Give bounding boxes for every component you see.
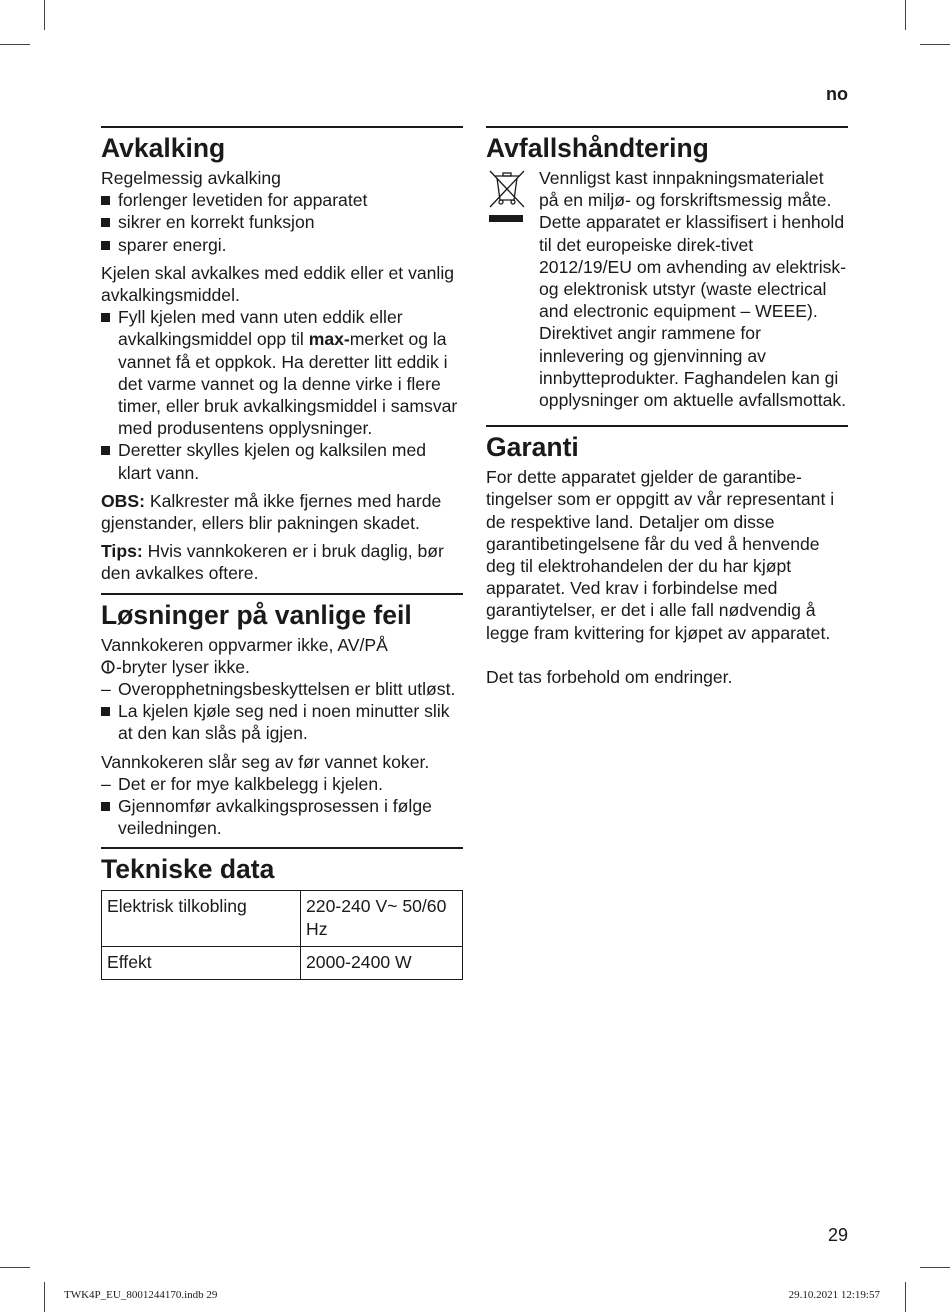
section-avfall — [486, 126, 848, 417]
section-title-avfall: Avfallshåndtering — [486, 133, 709, 163]
list-item: sikrer en korrekt funksjon — [101, 211, 463, 233]
tips-label: Tips: — [101, 541, 143, 562]
table-cell-key: Effekt — [102, 946, 301, 979]
crop-mark — [905, 1282, 906, 1312]
paragraph: Kjelen skal avkalkes med eddik eller et vanlig avkalkingsmiddel. — [101, 262, 455, 306]
disclaimer: Det tas forbehold om endringer. — [486, 666, 733, 687]
solution-list — [101, 678, 463, 745]
problem — [101, 634, 463, 678]
right-column — [486, 126, 848, 696]
left-column — [101, 126, 463, 988]
solution-list — [101, 773, 463, 840]
list-item — [101, 306, 463, 439]
section-title-feil: Løsninger på vanlige feil — [101, 599, 412, 630]
problem-text: -bryter lyser ikke. — [116, 656, 250, 677]
table-row — [102, 891, 463, 946]
paragraph: For dette apparatet gjelder de garantibe-tingelser som er oppgitt av vår representant i de respektive land. Detaljer om disse garantibetingelsene får du ved å henvende deg til elektrohandelen der du har kjøpt apparatet. Ved krav i forbindelse med garantiytelser, er det i alle fall nødvendig å legge fram kvittering for kjøpet av apparatet. — [486, 467, 835, 643]
crop-mark — [905, 0, 906, 30]
list-item: sparer energi. — [101, 234, 463, 256]
weee-text: Vennligst kast innpakningsmaterialet på en miljø- og forskriftsmessig måte. Dette apparatet er klassifisert i henhold til det europeiske direk-tivet 2012/19/EU om avhending av elektrisk- og elektronisk utstyr (waste electrical and electronic equipment – WEEE). Direktivet angir rammene for innlevering og gjenvinning av innbytteprodukter. Faghandelen kan gi opplysninger om aktuelle avfallsmottak. — [539, 168, 847, 411]
crossed-bin-icon — [486, 167, 526, 225]
cause-item: – Det er for mye kalkbelegg i kjelen. — [101, 773, 463, 795]
crop-mark — [0, 44, 30, 45]
crop-mark — [920, 1267, 950, 1268]
step-list — [101, 306, 463, 484]
table-cell-key: Elektrisk tilkobling — [102, 891, 301, 946]
table-cell-value: 220-240 V~ 50/60 Hz — [301, 891, 463, 946]
tips-text: Hvis vannkokeren er i bruk daglig, bør den avkalkes oftere. — [101, 541, 444, 584]
table-cell-value: 2000-2400 W — [301, 946, 463, 979]
weee-block — [486, 167, 848, 417]
section-feil — [101, 593, 463, 840]
power-switch-icon — [101, 660, 115, 674]
step-text: merket og la vannet få et oppkok. Ha deretter litt eddik i det varme vannet og la denne virke i flere timer, eller bruk avkalkingsmiddel i samsvar med produsentens opplysninger. — [118, 329, 458, 439]
paragraph: Regelmessig avkalking — [101, 168, 281, 188]
fix-item: La kjelen kjøle seg ned i noen minutter slik at den kan slås på igjen. — [101, 700, 463, 744]
obs-text: Kalkrester må ikke fjernes med harde gjenstander, ellers blir pakningen skadet. — [101, 490, 442, 534]
list-item: forlenger levetiden for apparatet — [101, 189, 463, 211]
bullet-list — [101, 189, 463, 256]
list-item: Deretter skylles kjelen og kalksilen med klart vann. — [101, 439, 463, 483]
section-title-garanti: Garanti — [486, 432, 579, 463]
crop-mark — [0, 1267, 30, 1268]
technical-data-table — [101, 890, 463, 980]
problem: Vannkokeren slår seg av før vannet koker. — [101, 751, 430, 772]
fix-item: Gjennomfør avkalkingsprosessen i følge veiledningen. — [101, 795, 463, 839]
section-title-avkalking: Avkalking — [101, 133, 226, 163]
footer-datetime: 29.10.2021 12:19:57 — [788, 1289, 880, 1301]
language-label: no — [826, 84, 848, 104]
max-mark-label: max- — [308, 329, 350, 350]
section-tekniske-data — [101, 847, 463, 980]
crop-mark — [920, 44, 950, 45]
section-title-tekniske-data: Tekniske data — [101, 854, 275, 885]
section-avkalking — [101, 126, 463, 585]
footer-filename: TWK4P_EU_8001244170.indb 29 — [64, 1289, 218, 1301]
obs-note — [101, 490, 463, 534]
cause-item: – Overopphetningsbeskyttelsen er blitt utløst. — [101, 678, 463, 700]
crop-mark — [44, 0, 45, 30]
problem-text: Vannkokeren oppvarmer ikke, AV/PÅ — [101, 634, 388, 655]
table-row — [102, 946, 463, 979]
page-number: 29 — [827, 1225, 848, 1245]
section-garanti — [486, 425, 848, 688]
obs-label: OBS: — [101, 490, 145, 511]
step-text: Fyll kjelen med vann uten eddik eller avkalkingsmiddel opp til — [118, 307, 403, 350]
tips-note — [101, 540, 463, 584]
crop-mark — [44, 1282, 45, 1312]
